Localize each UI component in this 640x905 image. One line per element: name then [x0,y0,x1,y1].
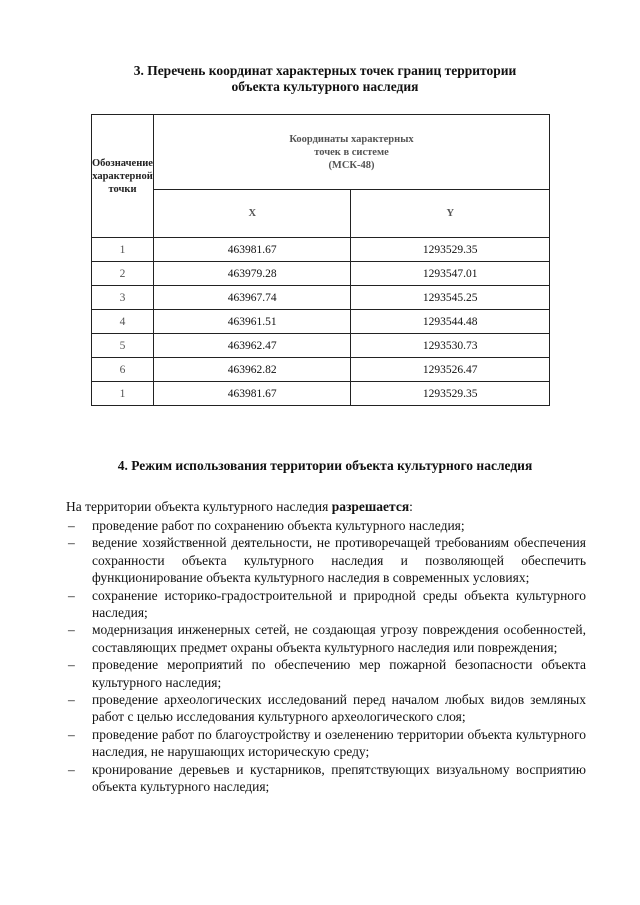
column-x-header: X [153,190,351,238]
point-cell: 6 [92,358,154,382]
table-row [92,310,550,334]
dash-bullet: – [68,657,75,673]
intro-bold-word: разрешается [331,499,410,514]
table-row [92,262,550,286]
y-cell: 1293526.47 [351,358,550,382]
table-row [92,382,550,406]
dash-bullet: – [68,518,75,533]
y-cell: 1293529.35 [351,238,550,262]
allowed-activities-list [66,517,586,796]
section-3-heading-line-2: объекта культурного наследия [231,79,419,94]
y-cell: 1293544.48 [351,310,550,334]
dash-bullet: – [68,761,75,777]
coordinates-table [91,114,550,406]
list-item [66,517,586,534]
list-item [66,621,586,656]
column-y-header: Y [351,190,550,238]
table-axis-row [92,190,550,238]
section-3-heading [90,63,560,95]
table-row [92,334,550,358]
y-cell: 1293529.35 [351,382,550,406]
x-cell: 463967.74 [153,286,351,310]
point-cell: 1 [92,238,154,262]
list-item-text: проведение работ по сохранению объекта культурного наследия; [92,518,465,533]
list-item-text: кронирование деревьев и кустарников, препятствующих визуальному восприятию объекта культурного наследия; [92,761,586,795]
designation-header: Обозначение характерной точки [92,115,154,238]
y-cell: 1293530.73 [351,334,550,358]
intro-text: На территории объекта культурного наследия [66,499,332,514]
dash-bullet: – [68,692,75,708]
list-item [66,691,586,726]
list-item-text: проведение мероприятий по обеспечению мер пожарной безопасности объекта культурного наследия; [92,657,586,690]
x-cell: 463981.67 [153,238,351,262]
x-cell: 463962.47 [153,334,351,358]
intro-colon: : [409,499,413,514]
coordinates-system-header: Координаты характерных точек в системе (МСК-48) [153,115,549,190]
x-cell: 463962.82 [153,358,351,382]
section-4-heading: 4. Режим использования территории объекта культурного наследия [117,458,533,473]
table-row [92,286,550,310]
section-3-heading-line-1: 3. Перечень координат характерных точек границ территории [133,63,517,78]
dash-bullet: – [68,622,75,638]
list-item-text: сохранение историко-градостроительной и природной среды объекта культурного наследия; [92,587,586,621]
list-item [66,656,586,691]
list-item [66,761,586,796]
y-cell: 1293545.25 [351,286,550,310]
x-cell: 463961.51 [153,310,351,334]
point-cell: 5 [92,334,154,358]
y-cell: 1293547.01 [351,262,550,286]
point-cell: 1 [92,382,154,406]
dash-bullet: – [68,587,75,603]
list-item [66,534,586,586]
list-item-text: проведение археологических исследований перед началом любых видов земляных работ с целью исследования культурного археологического слоя; [92,692,586,725]
point-cell: 4 [92,310,154,334]
point-cell: 3 [92,286,154,310]
x-cell: 463981.67 [153,382,351,406]
allowed-intro [66,499,413,515]
dash-bullet: – [68,726,75,742]
table-row [92,238,550,262]
list-item-text: модернизация инженерных сетей, не создающая угрозу повреждения особенностей, составляющих предмет охраны объекта культурного наследия или повреждения; [92,622,586,655]
table-row [92,358,550,382]
list-item-text: ведение хозяйственной деятельности, не противоречащей требованиям обеспечения сохранности объекта культурного наследия и позволяющей обеспечить функционирование объекта культурного наследия в современных условиях; [92,535,586,586]
point-cell: 2 [92,262,154,286]
dash-bullet: – [68,535,75,551]
list-item [66,587,586,622]
table-header-row [92,115,550,190]
list-item [66,726,586,761]
x-cell: 463979.28 [153,262,351,286]
list-item-text: проведение работ по благоустройству и озеленению территории объекта культурного наследия, не нарушающих историческую среду; [92,726,586,760]
